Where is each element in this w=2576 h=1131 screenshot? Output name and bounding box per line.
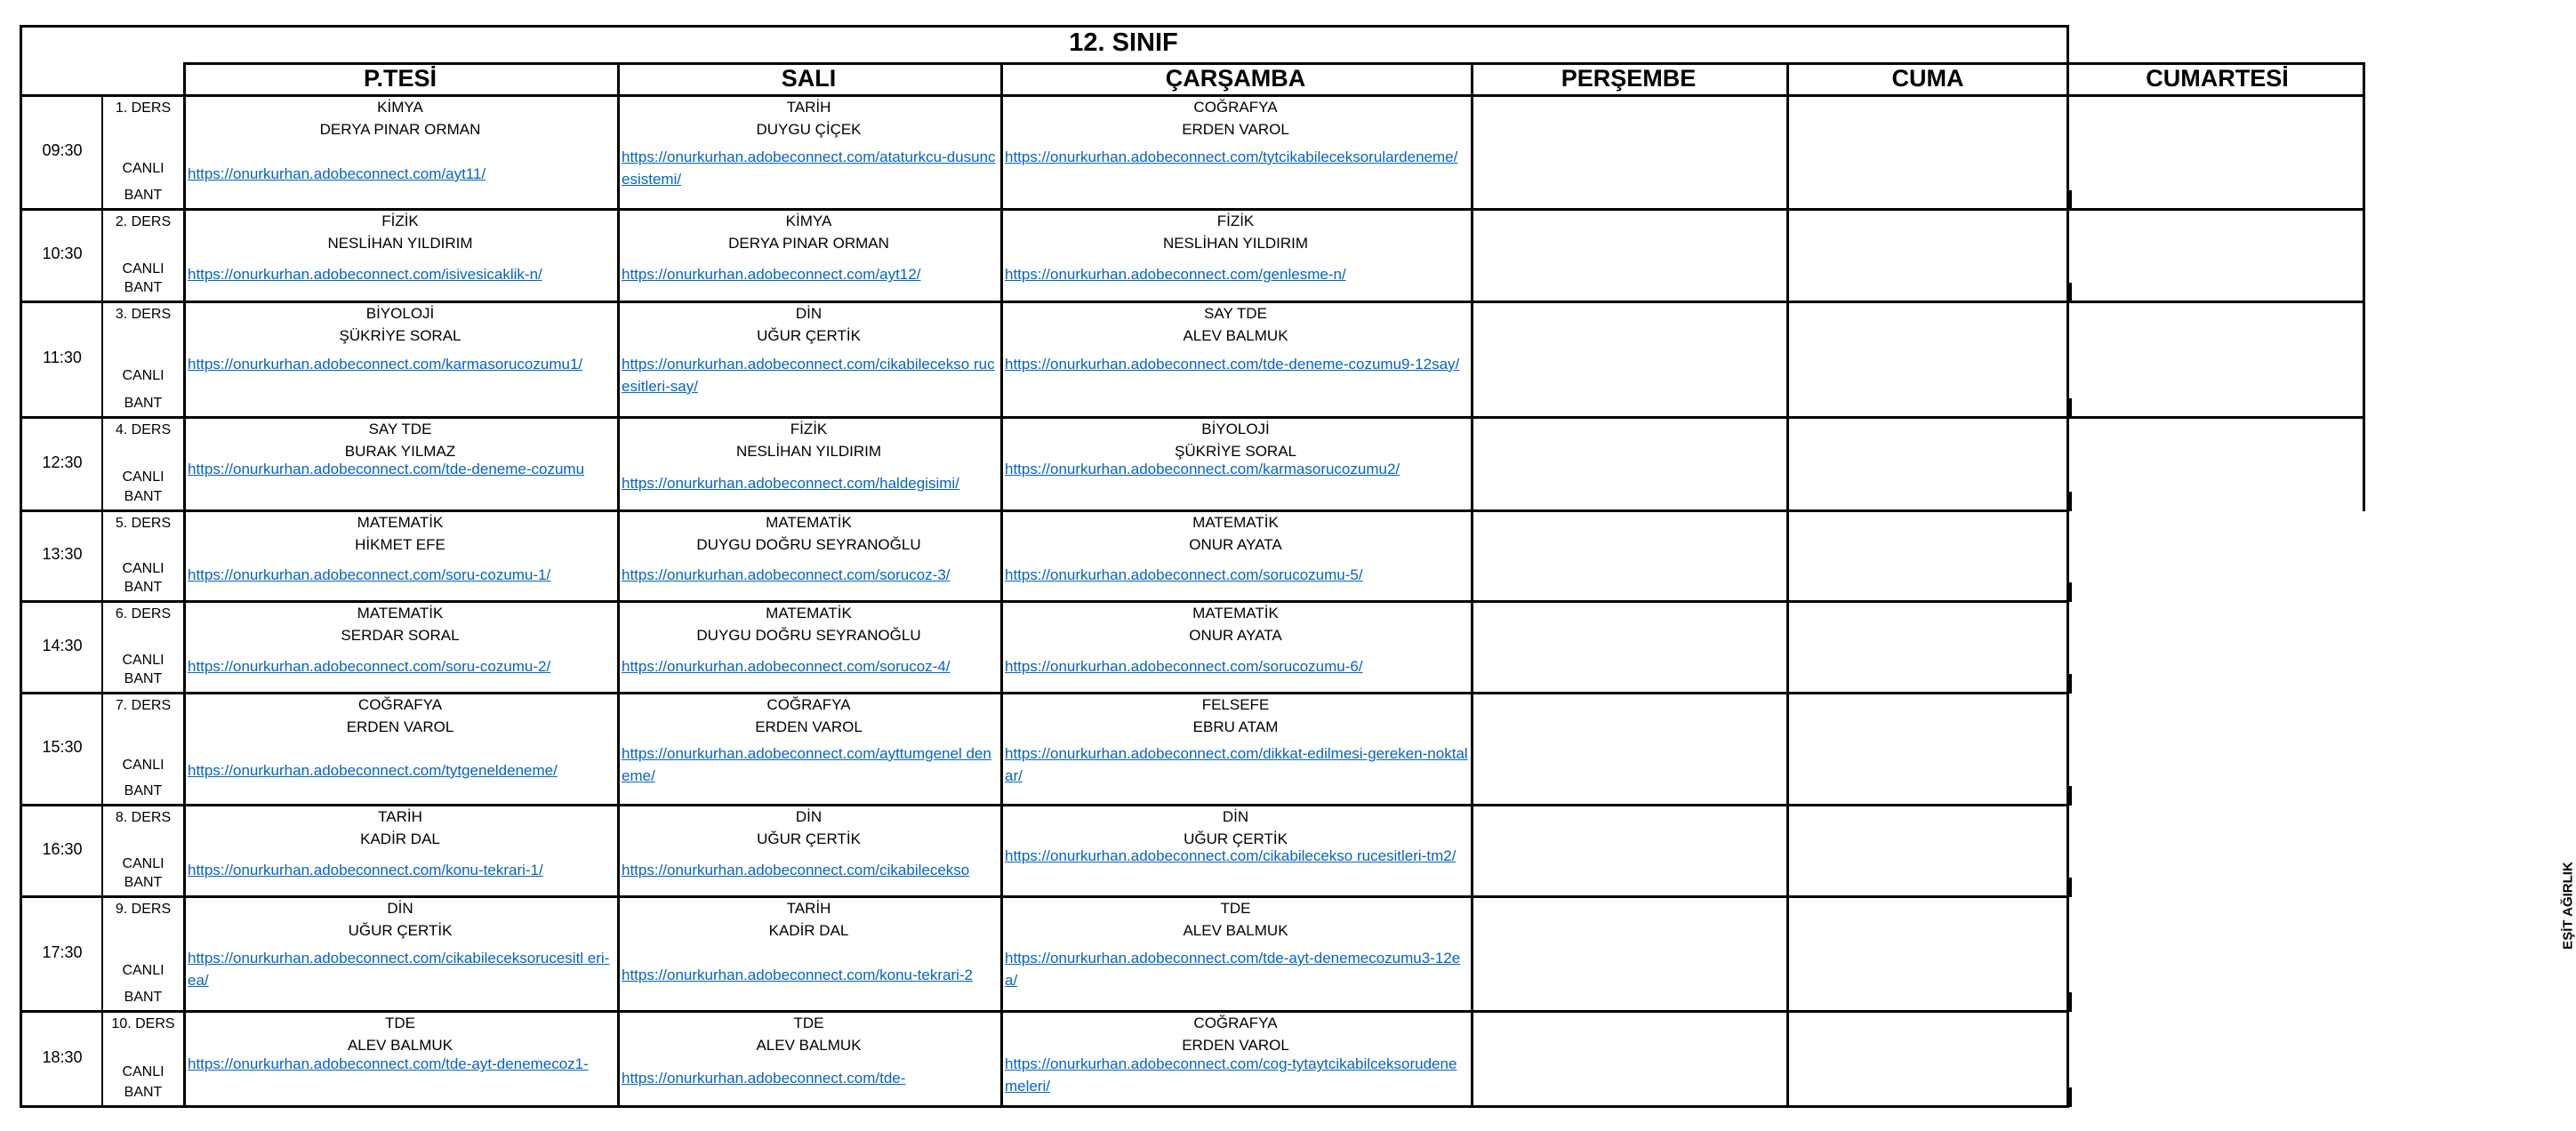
day-header-0: P.TESİ <box>363 65 437 92</box>
lesson-link[interactable]: https://onurkurhan.adobeconnect.com/soru-cozumu-1/ <box>188 566 551 584</box>
time-slot: 09:30 <box>42 141 83 159</box>
grid-line-v <box>1471 283 1473 302</box>
teacher: ALEV BALMUK <box>756 1037 862 1054</box>
subject: COĞRAFYA <box>1193 1015 1278 1031</box>
mode-recorded: BANT <box>124 396 163 411</box>
mode-recorded: BANT <box>124 875 163 890</box>
subject: DİN <box>795 808 823 825</box>
teacher: EBRU ATAM <box>1192 718 1279 735</box>
grid-line-v <box>1000 1087 1003 1107</box>
lesson-link[interactable]: https://onurkurhan.adobeconnect.com/konu-tekrari-2 <box>622 967 974 984</box>
lesson-link[interactable]: https://onurkurhan.adobeconnect.com/tde-ayt-denemecozumu3-12ea/ <box>1005 950 1461 990</box>
subject: DİN <box>795 305 823 322</box>
grid-line-v <box>1000 190 1003 210</box>
subject: MATEMATİK <box>1192 514 1279 531</box>
grid-line-v <box>1471 1087 1473 1107</box>
grid-line-v <box>617 582 620 602</box>
grid-line-v <box>1000 398 1003 418</box>
mode-live: CANLI <box>122 160 165 176</box>
grid-line-h <box>183 62 2365 65</box>
teacher: ERDEN VAROL <box>1182 121 1289 138</box>
lesson-link[interactable]: https://onurkurhan.adobeconnect.com/ataturkcu-dusuncesistemi/ <box>622 148 996 188</box>
side-label: EŞİT AĞIRLIK <box>2560 862 2576 950</box>
teacher: ŞÜKRİYE SORAL <box>339 327 461 344</box>
mode-recorded: BANT <box>124 671 163 686</box>
lesson-link[interactable]: https://onurkurhan.adobeconnect.com/tde-deneme-cozumu9-12say/ <box>1005 355 1460 373</box>
lesson-link[interactable]: https://onurkurhan.adobeconnect.com/tde-ayt-denemecoz1- <box>188 1055 589 1073</box>
mode-live: CANLI <box>122 368 165 384</box>
subject: TARİH <box>786 99 831 116</box>
grid-line-v <box>1786 1087 1789 1107</box>
grid-line-v <box>1786 283 1789 302</box>
teacher: ALEV BALMUK <box>1183 327 1288 344</box>
day-header-4: CUMA <box>1891 65 1964 92</box>
grid-line-v <box>617 1087 620 1107</box>
teacher: ALEV BALMUK <box>347 1037 453 1054</box>
lesson-link[interactable]: https://onurkurhan.adobeconnect.com/sorucoz-4/ <box>622 657 951 675</box>
grid-line-v <box>2066 25 2069 1105</box>
grid-line-v <box>183 582 186 602</box>
subject: COĞRAFYA <box>357 696 443 713</box>
lesson-label: 4. DERS <box>115 422 172 437</box>
grid-line-v <box>183 398 186 418</box>
teacher: ONUR AYATA <box>1189 627 1282 644</box>
subject: TDE <box>385 1015 415 1031</box>
subject: TDE <box>793 1015 824 1031</box>
lesson-link[interactable]: https://onurkurhan.adobeconnect.com/haldegisimi/ <box>622 475 959 492</box>
time-slot: 11:30 <box>43 349 82 366</box>
mode-recorded: BANT <box>124 580 163 595</box>
subject: KİMYA <box>377 99 423 116</box>
subject: BİYOLOJİ <box>365 305 435 322</box>
grid-line-v <box>1786 992 1789 1012</box>
subject: COĞRAFYA <box>766 696 851 713</box>
grid-line-v <box>2069 283 2072 302</box>
lesson-link[interactable]: https://onurkurhan.adobeconnect.com/cikabilecekso rucesitleri-say/ <box>622 355 995 395</box>
grid-line-v <box>617 283 620 302</box>
subject: FELSEFE <box>1201 696 1270 713</box>
lesson-link[interactable]: https://onurkurhan.adobeconnect.com/dikkat-edilmesi-gereken-noktalar/ <box>1005 744 1468 784</box>
time-slot: 14:30 <box>42 636 83 654</box>
grid-line-v <box>183 492 186 511</box>
mode-live: CANLI <box>122 757 165 773</box>
grid-line-v <box>2069 878 2072 897</box>
teacher: NESLİHAN YILDIRIM <box>735 443 882 460</box>
grid-line-v <box>617 492 620 511</box>
lesson-label: 10. DERS <box>111 1016 175 1031</box>
day-header-5: CUMARTESİ <box>2146 65 2289 92</box>
mode-live: CANLI <box>122 1064 165 1080</box>
subject: BİYOLOJİ <box>1201 421 1270 437</box>
subject: TARİH <box>786 900 831 917</box>
time-slot: 16:30 <box>42 839 83 858</box>
time-slot: 10:30 <box>42 245 83 262</box>
grid-line-v <box>183 786 186 806</box>
teacher: ŞÜKRİYE SORAL <box>1175 443 1296 460</box>
lesson-link[interactable]: https://onurkurhan.adobeconnect.com/ayt11/ <box>188 164 486 182</box>
grid-line-v <box>617 674 620 694</box>
grid-line-v <box>1000 492 1003 511</box>
grid-line-v <box>1471 398 1473 418</box>
grid-line-v <box>1000 283 1003 302</box>
lesson-link[interactable]: https://onurkurhan.adobeconnect.com/karmasorucozumu1/ <box>188 355 583 373</box>
lesson-label: 8. DERS <box>115 810 172 825</box>
mode-recorded: BANT <box>124 489 163 504</box>
lesson-label: 5. DERS <box>115 516 172 531</box>
subject: MATEMATİK <box>357 514 444 531</box>
lesson-link[interactable]: https://onurkurhan.adobeconnect.com/konu-tekrari-1/ <box>188 861 543 878</box>
lesson-link[interactable]: https://onurkurhan.adobeconnect.com/tytcikabileceksorulardeneme/ <box>1005 148 1458 165</box>
table-title: 12. SINIF <box>1069 28 1178 57</box>
teacher: BURAK YILMAZ <box>344 443 456 460</box>
subject: SAY TDE <box>368 421 432 437</box>
teacher: DUYGU ÇİÇEK <box>756 121 862 138</box>
grid-line-h <box>20 1105 2069 1108</box>
grid-line-v <box>1000 878 1003 897</box>
subject: FİZİK <box>381 213 419 229</box>
subject: TDE <box>1220 900 1251 917</box>
mode-recorded: BANT <box>124 280 163 295</box>
lesson-link[interactable]: https://onurkurhan.adobeconnect.com/sorucoz-3/ <box>622 566 951 584</box>
time-slot: 18:30 <box>42 1047 83 1066</box>
grid-line-v <box>1471 492 1473 511</box>
teacher: UĞUR ÇERTİK <box>757 327 861 344</box>
grid-line-v <box>2069 992 2072 1012</box>
grid-line-v <box>183 1087 186 1107</box>
mode-recorded: BANT <box>124 783 163 798</box>
grid-line-v <box>2363 62 2365 511</box>
teacher: ERDEN VAROL <box>1182 1037 1289 1054</box>
lesson-link[interactable]: https://onurkurhan.adobeconnect.com/soru-cozumu-2/ <box>188 657 551 675</box>
teacher: ALEV BALMUK <box>1183 922 1288 939</box>
teacher: DUYGU DOĞRU SEYRANOĞLU <box>696 627 921 644</box>
lesson-link[interactable]: https://onurkurhan.adobeconnect.com/isivesicaklik-n/ <box>188 266 542 284</box>
grid-line-v <box>1786 786 1789 806</box>
grid-line-v <box>2069 190 2072 210</box>
teacher: DERYA PINAR ORMAN <box>319 121 481 138</box>
grid-line-v <box>2069 582 2072 602</box>
grid-line-v <box>1000 582 1003 602</box>
mode-live: CANLI <box>122 652 165 668</box>
grid-line-v <box>1000 786 1003 806</box>
grid-line-v <box>2069 786 2072 806</box>
teacher: ERDEN VAROL <box>346 718 454 735</box>
grid-line-h <box>20 25 2069 28</box>
lesson-link[interactable]: https://onurkurhan.adobeconnect.com/tde-deneme-cozumu <box>188 461 585 478</box>
grid-line-v <box>1471 878 1473 897</box>
teacher: ERDEN VAROL <box>755 718 863 735</box>
teacher: DERYA PINAR ORMAN <box>728 235 889 252</box>
teacher: UĞUR ÇERTİK <box>348 922 453 939</box>
mode-recorded: BANT <box>124 1085 163 1100</box>
subject: DİN <box>1222 808 1249 825</box>
grid-line-v <box>1786 398 1789 418</box>
subject: MATEMATİK <box>357 605 444 622</box>
mode-recorded: BANT <box>124 188 163 203</box>
grid-line-v <box>183 878 186 897</box>
lesson-link[interactable]: https://onurkurhan.adobeconnect.com/cikabilecekso rucesitleri-tm2/ <box>1005 847 1457 865</box>
teacher: SERDAR SORAL <box>341 627 460 644</box>
grid-line-v <box>1786 878 1789 897</box>
grid-line-v <box>1471 674 1473 694</box>
grid-line-v <box>183 190 186 210</box>
subject: MATEMATİK <box>1192 605 1279 622</box>
grid-line-v <box>1471 190 1473 210</box>
time-slot: 15:30 <box>42 738 83 756</box>
day-header-3: PERŞEMBE <box>1561 65 1697 92</box>
lesson-label: 2. DERS <box>115 214 172 229</box>
lesson-link[interactable]: https://onurkurhan.adobeconnect.com/sorucozumu-5/ <box>1005 566 1363 584</box>
mode-live: CANLI <box>122 962 165 978</box>
lesson-label: 9. DERS <box>115 902 172 917</box>
time-slot: 13:30 <box>42 545 83 563</box>
teacher: NESLİHAN YILDIRIM <box>1162 235 1309 252</box>
subject: COĞRAFYA <box>1193 99 1278 116</box>
grid-line-v <box>183 283 186 302</box>
subject: SAY TDE <box>1204 305 1267 322</box>
lesson-link[interactable]: https://onurkurhan.adobeconnect.com/sorucozumu-6/ <box>1005 657 1363 675</box>
grid-line-v <box>1786 582 1789 602</box>
teacher: NESLİHAN YILDIRIM <box>327 235 473 252</box>
grid-line-v <box>617 190 620 210</box>
subject: MATEMATİK <box>766 605 852 622</box>
grid-line-v <box>617 992 620 1012</box>
mode-live: CANLI <box>122 855 165 871</box>
teacher: DUYGU DOĞRU SEYRANOĞLU <box>696 536 921 553</box>
subject: FİZİK <box>790 421 828 437</box>
time-slot: 12:30 <box>42 453 83 471</box>
grid-line-v <box>617 878 620 897</box>
teacher: KADİR DAL <box>768 922 849 939</box>
grid-line-v <box>1471 992 1473 1012</box>
grid-line-v <box>1786 674 1789 694</box>
lesson-label: 3. DERS <box>115 307 172 322</box>
grid-line-v <box>617 786 620 806</box>
subject: FİZİK <box>1216 213 1255 229</box>
grid-line-v <box>1786 492 1789 511</box>
teacher: HİKMET EFE <box>355 536 445 553</box>
mode-live: CANLI <box>122 469 165 485</box>
grid-line-v <box>1000 674 1003 694</box>
lesson-link[interactable]: https://onurkurhan.adobeconnect.com/cog-tytaytcikabilceksorudenemeleri/ <box>1005 1055 1457 1095</box>
grid-line-v <box>2069 1087 2072 1107</box>
lesson-link[interactable]: https://onurkurhan.adobeconnect.com/ayt12/ <box>622 266 921 284</box>
grid-line-v <box>1471 786 1473 806</box>
grid-line-v <box>1471 582 1473 602</box>
mode-live: CANLI <box>122 261 165 277</box>
subject: TARİH <box>378 808 422 825</box>
subject: KİMYA <box>785 213 832 229</box>
lesson-link[interactable]: https://onurkurhan.adobeconnect.com/cikabileceksorucesitl eri-ea/ <box>188 950 610 990</box>
teacher: UĞUR ÇERTİK <box>757 830 861 847</box>
lesson-label: 7. DERS <box>115 698 172 713</box>
grid-line-v <box>617 398 620 418</box>
lesson-link[interactable]: https://onurkurhan.adobeconnect.com/karmasorucozumu2/ <box>1005 461 1400 478</box>
teacher: KADİR DAL <box>360 830 440 847</box>
lesson-label: 6. DERS <box>115 606 172 622</box>
grid-line-v <box>1000 992 1003 1012</box>
lesson-label: 1. DERS <box>115 100 172 116</box>
mode-live: CANLI <box>122 561 165 577</box>
mode-recorded: BANT <box>124 990 163 1005</box>
grid-line-v <box>2069 398 2072 418</box>
subject: MATEMATİK <box>766 514 852 531</box>
lesson-link[interactable]: https://onurkurhan.adobeconnect.com/genlesme-n/ <box>1005 266 1346 284</box>
time-slot: 17:30 <box>42 942 83 961</box>
lesson-link[interactable]: https://onurkurhan.adobeconnect.com/tde- <box>622 1070 906 1087</box>
day-header-2: ÇARŞAMBA <box>1165 65 1306 92</box>
teacher: ONUR AYATA <box>1189 536 1282 553</box>
grid-line-v <box>1786 190 1789 210</box>
lesson-link[interactable]: https://onurkurhan.adobeconnect.com/ayttumgenel deneme/ <box>622 744 991 784</box>
grid-line-v <box>2069 674 2072 694</box>
subject: DİN <box>387 900 413 917</box>
day-header-1: SALI <box>781 65 837 92</box>
grid-line-v <box>183 992 186 1012</box>
lesson-link[interactable]: https://onurkurhan.adobeconnect.com/tytgeneldeneme/ <box>188 761 558 779</box>
grid-line-v <box>2069 492 2072 511</box>
grid-line-v <box>183 674 186 694</box>
teacher: UĞUR ÇERTİK <box>1184 830 1288 847</box>
lesson-link[interactable]: https://onurkurhan.adobeconnect.com/cikabilecekso <box>622 861 970 878</box>
